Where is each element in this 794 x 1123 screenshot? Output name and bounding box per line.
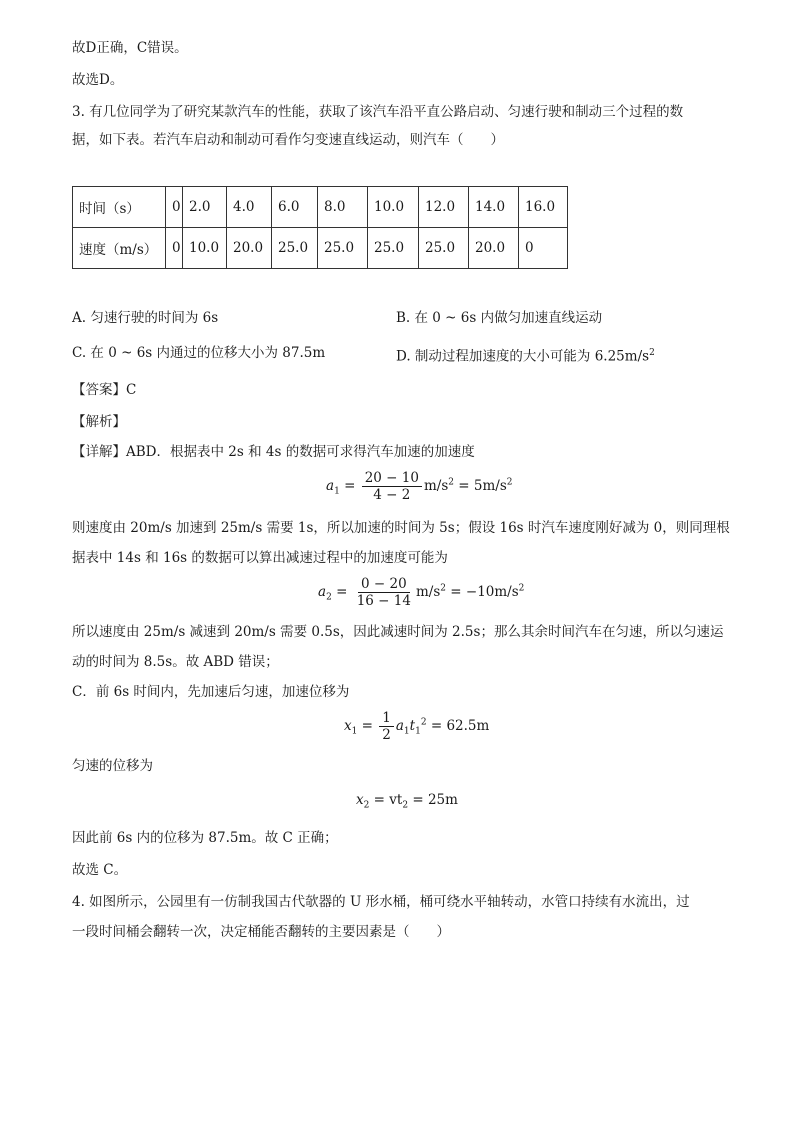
eq-result: = 25m [408, 792, 458, 808]
detail-line: 所以速度由 25m/s 减速到 20m/s 需要 0.5s，因此减速时间为 2.5s；那么其余时间汽车在匀速，所以匀速运 [72, 624, 724, 640]
table-cell: 14.0 [469, 187, 519, 228]
table-cell: 4.0 [227, 187, 272, 228]
equation-4 [356, 790, 458, 816]
question-4-line-2: 一段时间桶会翻转一次，决定桶能否翻转的主要因素是（ ） [72, 924, 450, 940]
table-row [73, 187, 568, 228]
detail-line: 则速度由 20m/s 加速到 25m/s 需要 1s，所以加速的时间为 5s；假设 16s 时汽车速度刚好减为 0，则同理根 [72, 520, 730, 536]
option-d-sup: 2 [649, 348, 655, 358]
eq-symbol: x [356, 792, 364, 808]
eq-denominator: 4 − 2 [373, 487, 411, 503]
eq-sup: 2 [440, 583, 446, 594]
option-d [396, 343, 655, 367]
eq-unit: m/s [415, 584, 441, 600]
eq-sub: 1 [351, 726, 358, 737]
table-cell: 25.0 [318, 228, 368, 269]
eq-symbol: x [344, 718, 352, 734]
table-cell: 0 [519, 228, 568, 269]
equation-3: $x_1$ = $\frac{1}{2}$ $a_1t_1^2 = 62.5m$ [344, 710, 490, 743]
eq-numerator: 20 − 10 [362, 470, 422, 487]
eq-sub: 1 [334, 486, 340, 497]
option-a: A. 匀速行驶的时间为 6s [72, 310, 219, 326]
text-line: 故选D。 [72, 72, 124, 88]
table-cell: 8.0 [318, 187, 368, 228]
eq-sub: 2 [326, 592, 332, 603]
eq-denominator: 2 [382, 727, 391, 743]
table-cell: 25.0 [368, 228, 419, 269]
table-header-cell: 时间（s） [73, 187, 166, 228]
detail-line: 据表中 14s 和 16s 的数据可以算出减速过程中的加速度可能为 [72, 550, 448, 566]
equation-1: $a_1$ = $\frac{20 - 10}{4 - 2}$ $m/s^2 = 5m/s^2$ [326, 470, 513, 503]
data-table [72, 186, 568, 269]
table-row [73, 228, 568, 269]
option-b: B. 在 0 ~ 6s 内做匀加速直线运动 [396, 310, 603, 326]
eq-result: = −10m/s [450, 584, 519, 600]
eq-denominator: 16 − 14 [356, 593, 411, 609]
eq-symbol: a [326, 478, 335, 494]
eq-middle: = vt [369, 792, 403, 808]
table-cell: 20.0 [469, 228, 519, 269]
option-c: C. 在 0 ~ 6s 内通过的位移大小为 87.5m [72, 345, 326, 361]
eq-sup: 2 [506, 477, 513, 488]
eq-sub: 1 [403, 726, 410, 737]
table-cell: 25.0 [272, 228, 318, 269]
eq-sub: 2 [402, 800, 409, 811]
eq-symbol: t [409, 718, 416, 734]
eq-unit: m/s [423, 478, 449, 494]
detail-line: 因此前 6s 内的位移为 87.5m。故 C 正确； [72, 830, 338, 846]
table-cell: 2.0 [183, 187, 227, 228]
eq-sup: 2 [448, 477, 454, 488]
eq-result: = 5m/s [458, 478, 507, 494]
question-3-line-1: 3. 有几位同学为了研究某款汽车的性能，获取了该汽车沿平直公路启动、匀速行驶和制动三个过程的数 [72, 104, 684, 120]
table-cell: 6.0 [272, 187, 318, 228]
eq-sup: 2 [518, 583, 525, 594]
question-4-line-1: 4. 如图所示，公园里有一仿制我国古代欹器的 U 形水桶，桶可绕水平轴转动，水管口持续有水流出，过 [72, 894, 690, 910]
table-cell: 10.0 [183, 228, 227, 269]
eq-fraction [379, 710, 394, 743]
eq-fraction [362, 470, 422, 503]
eq-numerator: 1 [379, 710, 394, 727]
equation-2: $a_2$ = $\frac{0 - 20}{16 - 14}$ $m/s^2 = -10m/s^2$ [318, 576, 525, 609]
detail-line: 【详解】ABD．根据表中 2s 和 4s 的数据可求得汽车加速的加速度 [72, 444, 475, 460]
table-cell: 20.0 [227, 228, 272, 269]
question-3-line-2: 据，如下表。若汽车启动和制动可看作匀变速直线运动，则汽车（ ） [72, 132, 504, 148]
detail-line: C．前 6s 时间内，先加速后匀速，加速位移为 [72, 684, 350, 700]
analysis-label: 【解析】 [72, 414, 126, 430]
table-header-cell: 速度（m/s） [73, 228, 166, 269]
table-cell: 25.0 [419, 228, 469, 269]
option-d-text: D. 制动过程加速度的大小可能为 6.25m/s [396, 348, 650, 365]
table-cell: 16.0 [519, 187, 568, 228]
detail-line: 故选 C。 [72, 862, 128, 878]
eq-numerator: 0 − 20 [358, 576, 410, 593]
eq-sub: 1 [415, 726, 421, 737]
eq-sup: 2 [420, 717, 427, 728]
eq-sub: 2 [363, 800, 370, 811]
text-line: 故D正确，C错误。 [72, 40, 188, 56]
table-cell: 0 [166, 228, 183, 269]
table-cell: 10.0 [368, 187, 419, 228]
eq-result: = 62.5m [430, 718, 490, 734]
eq-symbol: a [395, 718, 404, 734]
answer-label: 【答案】C [72, 382, 137, 398]
table-cell: 12.0 [419, 187, 469, 228]
detail-line: 动的时间为 8.5s。故 ABD 错误； [72, 654, 279, 670]
table-cell: 0 [166, 187, 183, 228]
eq-fraction [354, 576, 414, 609]
detail-line: 匀速的位移为 [72, 758, 153, 774]
eq-symbol: a [318, 584, 327, 600]
